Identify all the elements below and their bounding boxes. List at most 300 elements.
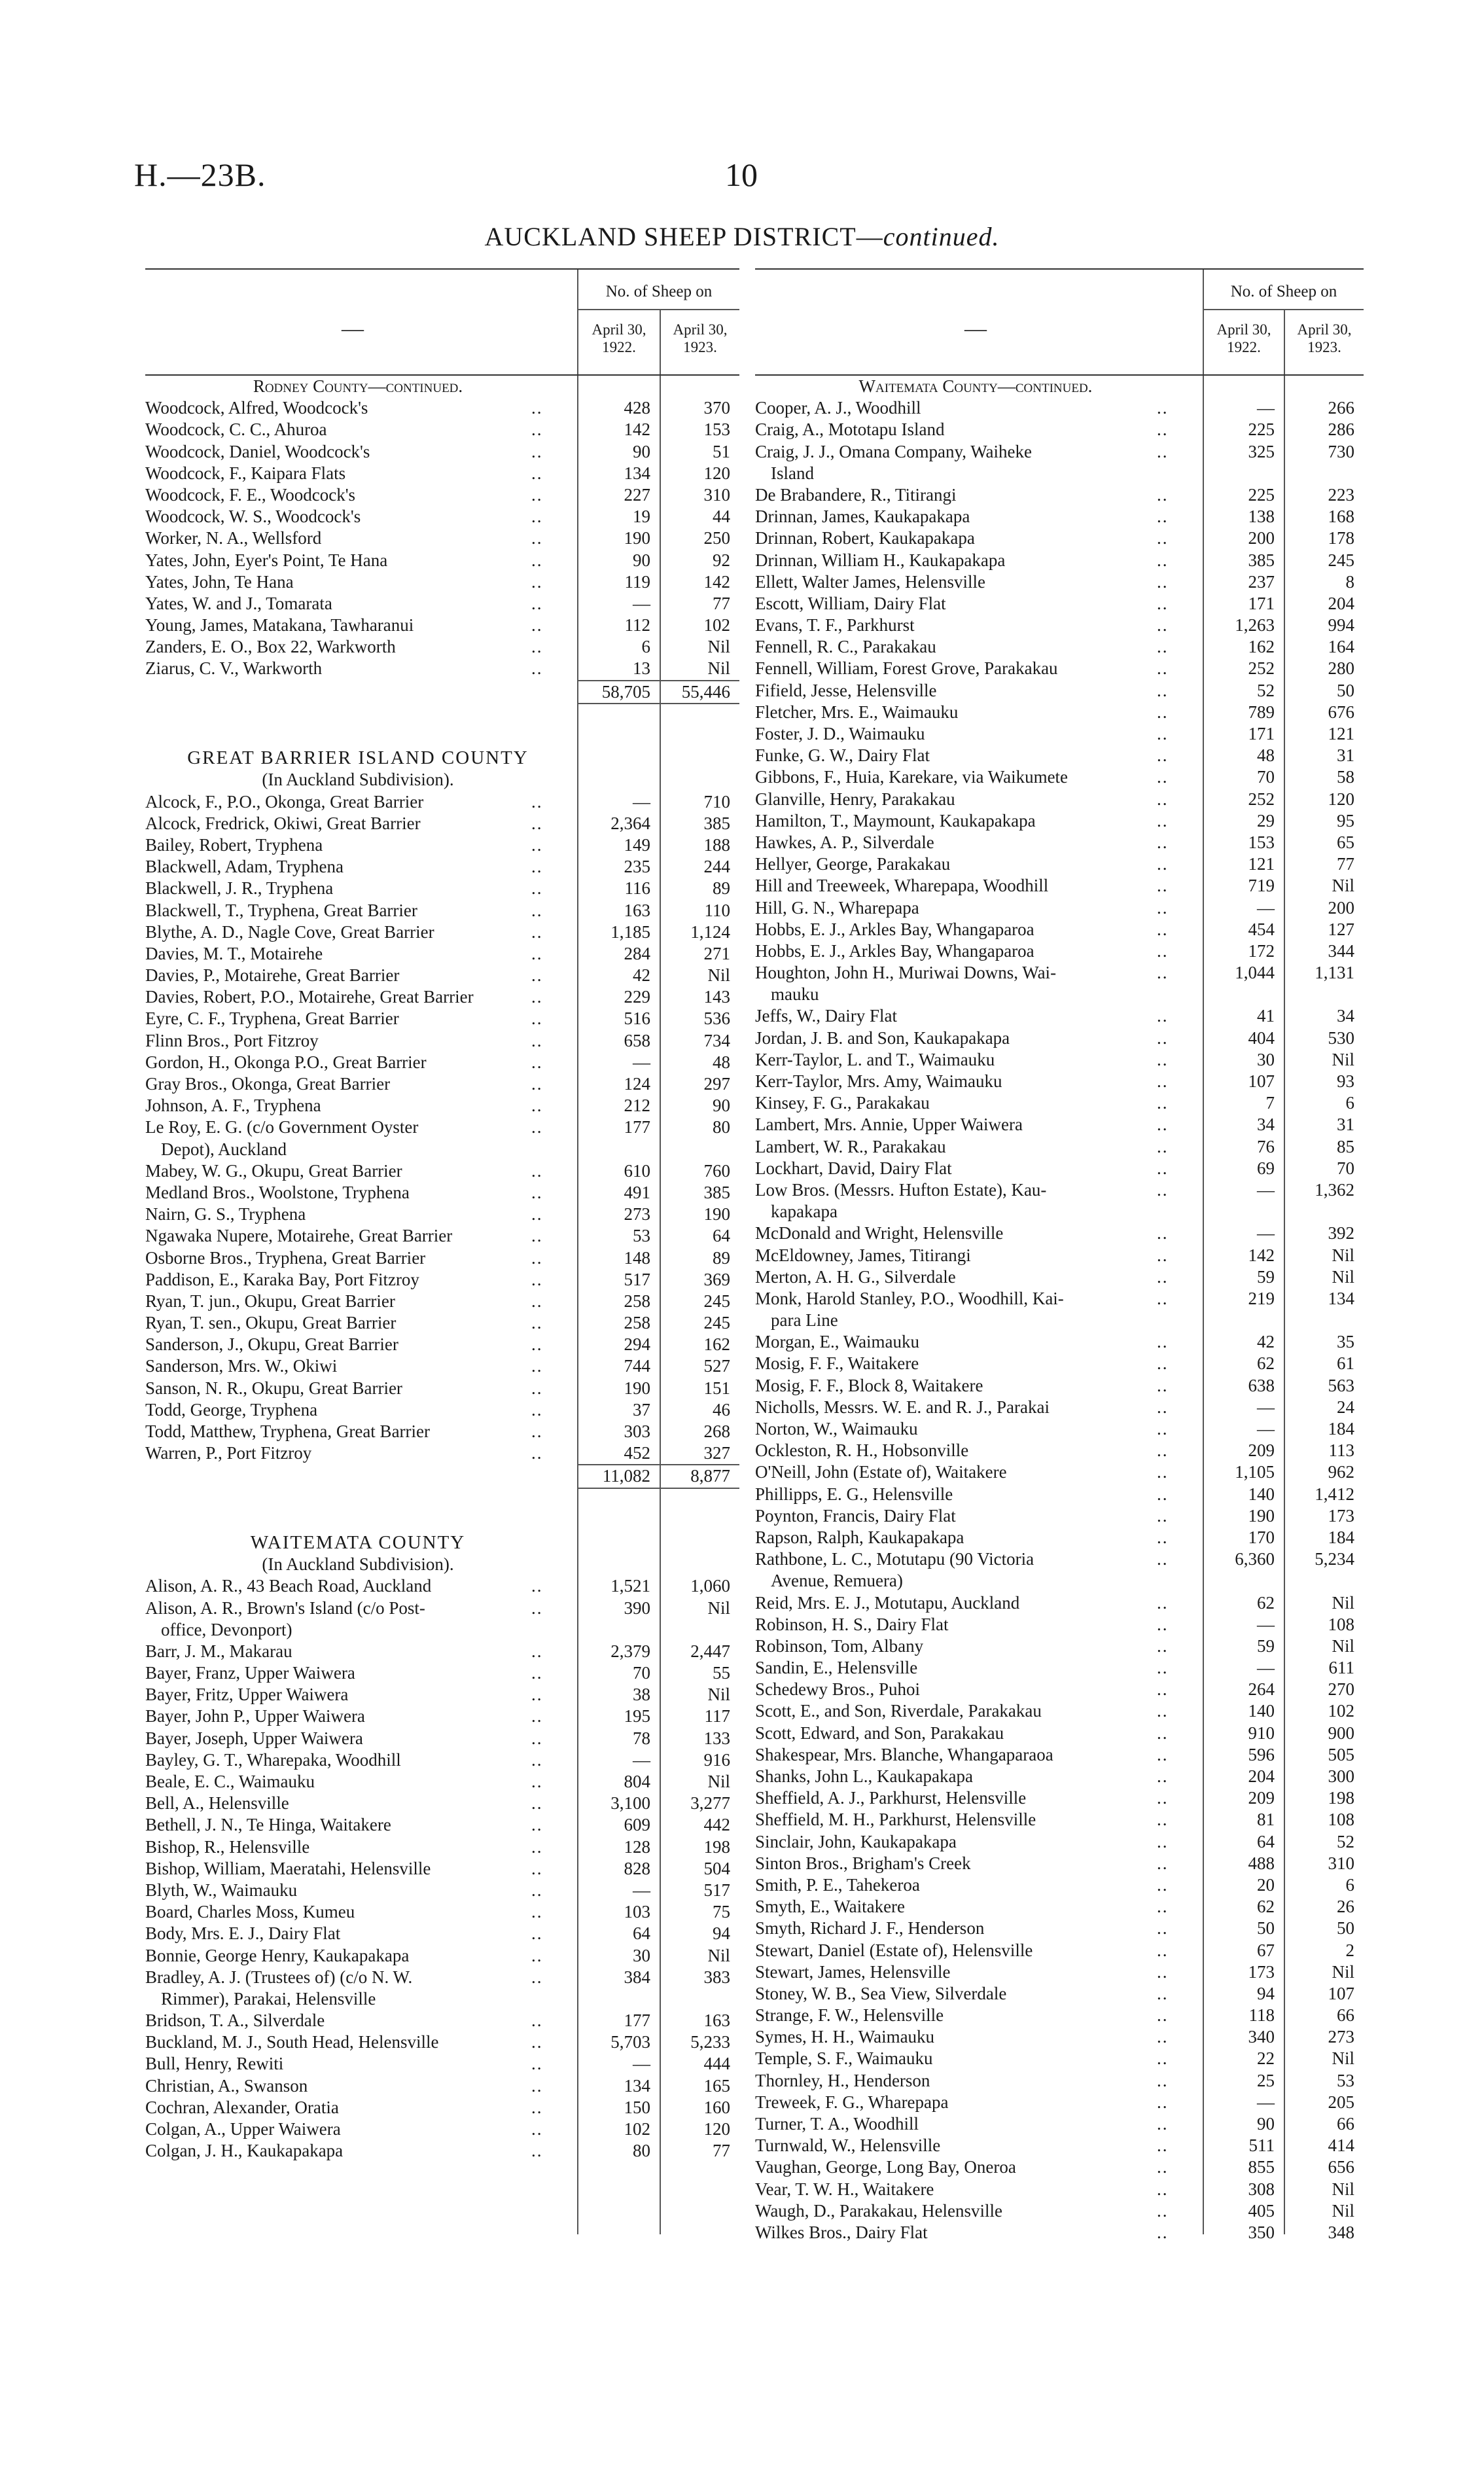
row-name: Scott, Edward, and Son, Parakakau [755,1723,1004,1743]
row-name: Hawkes, A. P., Silverdale [755,832,934,852]
table-row [755,832,1364,853]
value-1922: 390 [624,1598,650,1618]
leader-dots: .. [531,1052,543,1072]
table-row [755,1461,1364,1483]
row-name: (In Auckland Subdivision). [262,770,454,790]
row-name: Alison, A. R., Brown's Island (c/o Post- [145,1598,425,1618]
row-name: Craig, A., Mototapu Island [755,420,945,440]
table-row [145,2053,739,2075]
value-1923: 108 [1328,1614,1354,1634]
row-name: Ryan, T. sen., Okupu, Great Barrier [145,1313,397,1333]
value-1923: 270 [1328,1679,1354,1700]
value-1923: 198 [1328,1788,1354,1808]
value-1923: 280 [1328,658,1354,679]
spacer-row [145,726,739,747]
value-1923: 198 [703,1836,730,1857]
leader-dots: .. [531,1902,543,1922]
value-1922: 94 [1257,1983,1275,2003]
leader-dots: .. [531,528,543,548]
row-name: Drinnan, Robert, Kaukapakapa [755,528,975,548]
value-1922: 19 [633,507,650,527]
row-name: Woodcock, W. S., Woodcock's [145,507,361,527]
value-1923: 2,447 [690,1641,730,1661]
table-row [145,1684,739,1706]
table-row [755,1787,1364,1809]
row-continuation [755,1570,1364,1592]
value-1922: — [633,1749,650,1770]
row-name: Blackwell, Adam, Tryphena [145,857,344,877]
value-1923: 344 [1328,940,1354,961]
table-row [755,1484,1364,1505]
row-name: Buckland, M. J., South Head, Helensville [145,2032,439,2052]
value-1923: 385 [703,1182,730,1202]
value-1922: 200 [1248,528,1275,548]
value-1923: 31 [1337,1115,1354,1135]
leader-dots: .. [531,1772,543,1791]
value-1922: 118 [1248,2005,1275,2026]
leader-dots: .. [531,1749,543,1770]
value-1922: 6 [641,637,650,657]
row-name: Todd, Matthew, Tryphena, Great Barrier [145,1421,431,1441]
leader-dots: .. [1157,1853,1169,1873]
value-1923: 916 [703,1749,730,1770]
value-1922: 190 [624,528,650,548]
leader-dots: .. [1157,745,1169,766]
row-name: McDonald and Wright, Helensville [755,1223,1004,1243]
table-row [145,965,739,986]
leader-dots: .. [1157,2092,1169,2112]
table-row [145,484,739,506]
row-name: Smyth, E., Waitakere [755,1897,906,1917]
value-1922: 225 [1248,420,1275,440]
table-row [755,1353,1364,1374]
row-name: Bailey, Robert, Tryphena [145,834,323,855]
table-row [145,1814,739,1836]
row-continuation [755,1310,1364,1331]
leader-dots: .. [531,2032,543,2052]
value-1922: 148 [624,1247,650,1268]
row-name: Kerr-Taylor, L. and T., Waimauku [755,1049,995,1069]
value-1923: 52 [1337,1831,1354,1851]
value-1923: 184 [1328,1419,1354,1438]
value-1923: 504 [703,1858,730,1878]
row-continuation [755,463,1364,484]
row-name: Yates, W. and J., Tomarata [145,593,332,613]
row-name: Cochran, Alexander, Oratia [145,2097,339,2117]
row-name: Fifield, Jesse, Helensville [755,680,937,700]
row-name: Board, Charles Moss, Kumeu [145,1902,355,1922]
value-1922: 69 [1257,1158,1275,1178]
row-name: GREAT BARRIER ISLAND COUNTY [187,747,529,769]
table-row [145,1030,739,1052]
value-1922: 910 [1248,1723,1275,1743]
table-row [145,1706,739,1727]
table-row [755,680,1364,702]
value-1923: 3,277 [690,1793,730,1814]
value-1923: 200 [1328,897,1354,918]
row-name: Sandin, E., Helensville [755,1658,918,1678]
value-1922: 227 [624,484,650,505]
table-row [755,397,1364,419]
value-1922: — [1257,1658,1275,1678]
row-name: Funke, G. W., Dairy Flat [755,745,930,766]
value-1923: 90 [713,1096,730,1116]
value-1923: 385 [703,813,730,833]
value-1922: 428 [624,398,650,418]
value-1923: 85 [1337,1136,1354,1156]
row-name: kapakapa [771,1202,838,1222]
leader-dots: .. [531,1204,543,1224]
value-1923: Nil [707,1772,730,1791]
value-1922: 37 [633,1399,650,1420]
value-1923: 58 [1337,767,1354,787]
leader-dots: .. [1157,2157,1169,2177]
leader-dots: .. [1157,1701,1169,1721]
value-1923: 168 [1328,507,1354,527]
table-row [755,1809,1364,1831]
row-name: Woodcock, Alfred, Woodcock's [145,398,368,418]
value-1923: 92 [713,550,730,570]
value-1922: — [633,1052,650,1072]
row-name: Woodcock, F. E., Woodcock's [145,484,356,505]
page-title-main: AUCKLAND SHEEP DISTRICT— [484,222,883,251]
table-row [145,527,739,549]
table-row [145,571,739,593]
value-1922: 6,360 [1235,1549,1275,1569]
leader-dots: .. [1157,1983,1169,2003]
row-name: Thornley, H., Henderson [755,2070,930,2090]
row-name: Bull, Henry, Rewiti [145,2054,284,2074]
row-name: Bell, A., Helensville [145,1793,289,1814]
value-1922: 177 [624,1117,650,1137]
leader-dots: .. [531,463,543,483]
row-name: Beale, E. C., Waimauku [145,1772,315,1791]
value-1923: 273 [1328,2027,1354,2047]
leader-dots: .. [1157,767,1169,787]
leader-dots: .. [531,1728,543,1748]
left-column-header [145,268,739,376]
table-row [755,484,1364,506]
row-name: Bayer, Franz, Upper Waiwera [145,1663,355,1683]
row-name: Yates, John, Te Hana [145,571,294,592]
value-1922: 162 [1248,637,1275,657]
value-1922: 596 [1248,1744,1275,1764]
table-row [755,527,1364,549]
row-name: McEldowney, James, Titirangi [755,1245,971,1265]
table-row [755,766,1364,788]
value-1922: 42 [633,965,650,986]
value-1922: — [633,2054,650,2074]
row-name: Woodcock, Daniel, Woodcock's [145,441,370,461]
value-1923: 120 [703,463,730,483]
row-name: Shakespear, Mrs. Blanche, Whangaparaoa [755,1744,1053,1764]
value-1922: — [1257,1397,1275,1417]
table-row [755,419,1364,440]
leader-dots: .. [531,2054,543,2074]
value-1922: 609 [624,1815,650,1835]
value-1922: 1,105 [1235,1462,1275,1482]
value-1923: 505 [1328,1744,1354,1764]
value-1923: 117 [704,1706,730,1726]
value-1923: 65 [1337,832,1354,852]
row-name: Bishop, William, Maeratahi, Helensville [145,1858,431,1878]
value-1922: 81 [1257,1810,1275,1830]
value-1923: 121 [1328,724,1354,743]
value-1922: 340 [1248,2027,1275,2047]
value-1922: 59 [1257,1635,1275,1656]
right-rows [755,376,1364,2243]
row-name: Bayer, Joseph, Upper Waiwera [145,1728,363,1748]
table-row [755,1179,1364,1201]
value-1923: 245 [703,1291,730,1311]
row-name: Hobbs, E. J., Arkles Bay, Whangaparoa [755,940,1034,961]
table-row [145,1182,739,1204]
table-row [755,2026,1364,2048]
section-subheading [145,1554,739,1575]
value-1922: 58,705 [601,681,650,702]
value-1922: 258 [624,1291,650,1311]
leader-dots: .. [1157,507,1169,527]
row-name: Hellyer, George, Parakakau [755,854,951,874]
total-row [577,680,739,704]
value-1923: 35 [1337,1332,1354,1352]
value-1922: 170 [1248,1527,1275,1547]
value-1923: 127 [1328,919,1354,939]
leader-dots: .. [1157,1614,1169,1634]
table-row [755,2156,1364,2178]
row-continuation [145,1988,739,2010]
value-1923: 1,362 [1315,1179,1354,1200]
row-name: Turnwald, W., Helensville [755,2135,941,2156]
value-1923: 563 [1328,1375,1354,1395]
table-row [145,900,739,921]
table-row [755,1331,1364,1353]
row-name: Blyth, W., Waimauku [145,1880,298,1900]
leader-dots: .. [531,1399,543,1420]
row-continuation [755,984,1364,1005]
value-1923: 310 [703,484,730,505]
table-row [755,2222,1364,2243]
table-row [145,1901,739,1923]
table-row [145,1160,739,1182]
value-1923: 77 [1337,854,1354,874]
leader-dots: .. [1157,1419,1169,1438]
leader-dots: .. [1157,2048,1169,2069]
value-1923: 162 [703,1334,730,1355]
row-name: Worker, N. A., Wellsford [145,528,322,548]
value-1922: 80 [633,2141,650,2161]
row-name: Vear, T. W. H., Waitakere [755,2179,934,2199]
row-name: Woodcock, C. C., Ahuroa [145,420,327,440]
value-1922: 90 [633,550,650,570]
table-row [755,2048,1364,2069]
value-1923: Nil [707,658,730,679]
leader-dots: .. [1157,963,1169,983]
value-1922: 140 [1248,1484,1275,1504]
value-1922: 235 [624,857,650,877]
value-1923: 266 [1328,398,1354,418]
value-1922: — [633,791,650,812]
table-row [755,1940,1364,1961]
leader-dots: .. [531,1096,543,1116]
table-row [755,897,1364,919]
row-name: Vaughan, George, Long Bay, Oneroa [755,2157,1016,2177]
leader-dots: .. [1157,2070,1169,2090]
table-row [755,593,1364,615]
spacer-row [145,1489,739,1510]
table-row [145,463,739,484]
table-row [755,1766,1364,1787]
value-1923: 142 [703,571,730,592]
value-1922: 50 [1257,1918,1275,1939]
table-row [145,1095,739,1117]
page-number: 10 [725,156,758,193]
value-1923: 244 [703,857,730,877]
value-1922: 142 [1248,1245,1275,1265]
table-row [755,1288,1364,1310]
value-1922: 491 [624,1182,650,1202]
table-row [145,658,739,679]
value-1922: 284 [624,943,650,963]
row-name: Merton, A. H. G., Silverdale [755,1266,956,1287]
value-1923: Nil [1332,1635,1354,1656]
row-name: Gordon, H., Okonga P.O., Great Barrier [145,1052,427,1072]
value-1922: 404 [1248,1028,1275,1048]
value-1922: 11,082 [602,1466,650,1486]
leader-dots: .. [1157,2005,1169,2026]
value-1923: 44 [713,507,730,527]
table-row [755,1505,1364,1527]
value-1922: 34 [1257,1115,1275,1135]
table-row [145,441,739,463]
table-row [755,2005,1364,2026]
row-name: Phillipps, E. G., Helensville [755,1484,953,1504]
leader-dots: .. [1157,1918,1169,1939]
table-row [755,875,1364,897]
value-1922: 59 [1257,1266,1275,1287]
value-1922: 70 [633,1663,650,1683]
table-row [145,1793,739,1814]
value-1922: 2,379 [610,1641,650,1661]
table-row [755,550,1364,571]
row-name: Schedewy Bros., Puhoi [755,1679,920,1700]
leader-dots: .. [1157,876,1169,896]
value-1922: 252 [1248,658,1275,679]
value-1923: 369 [703,1269,730,1289]
value-1923: 676 [1328,702,1354,722]
leader-dots: .. [1157,571,1169,592]
leader-dots: .. [531,1576,543,1596]
value-1923: 55,446 [681,681,730,702]
leader-dots: .. [1157,1288,1169,1308]
leader-dots: .. [1157,1592,1169,1613]
table-row [755,853,1364,875]
leader-dots: .. [531,1706,543,1726]
row-name: Bethell, J. N., Te Hinga, Waitakere [145,1815,391,1835]
table-row [755,1657,1364,1679]
value-1923: 143 [703,987,730,1007]
value-1923: 133 [703,1728,730,1748]
row-name: Todd, George, Tryphena [145,1399,318,1420]
row-name: Medland Bros., Woolstone, Tryphena [145,1182,410,1202]
row-name: Sinton Bros., Brigham's Creek [755,1853,971,1873]
value-1923: 163 [703,2010,730,2031]
value-1923: 327 [703,1443,730,1463]
right-column-header [755,268,1364,376]
leader-dots: .. [531,550,543,570]
value-1922: 517 [624,1269,650,1289]
value-1923: 94 [713,1923,730,1944]
value-1922: 41 [1257,1006,1275,1026]
value-1923: 6 [1345,1093,1354,1113]
leader-dots: .. [1157,441,1169,461]
leader-dots: .. [1157,940,1169,961]
leader-dots: .. [531,420,543,440]
row-name: Gibbons, F., Huia, Karekare, via Waikumete [755,767,1069,787]
row-name: Shanks, John L., Kaukapakapa [755,1766,973,1786]
leader-dots: .. [1157,1810,1169,1830]
value-1922: 124 [624,1074,650,1094]
table-row [145,1749,739,1771]
leader-dots: .. [531,1923,543,1944]
name-column-dash: — [964,317,987,341]
leader-dots: .. [531,878,543,899]
value-1923: 268 [703,1421,730,1441]
table-row [755,1961,1364,1983]
leader-dots: .. [531,943,543,963]
report-reference: H.—23B. [134,156,266,193]
value-1923: 164 [1328,637,1354,657]
value-1923: 51 [713,441,730,461]
section-heading [145,376,739,397]
table-row [145,2031,739,2053]
leader-dots: .. [1157,680,1169,700]
row-name: Avenue, Remuera) [771,1571,903,1591]
table-row [755,702,1364,723]
value-1922: 107 [1248,1071,1275,1091]
table-row [145,943,739,965]
leader-dots: .. [1157,528,1169,548]
table-row [755,1092,1364,1114]
leader-dots: .. [531,1663,543,1683]
table-row [755,1136,1364,1158]
row-name: Turner, T. A., Woodhill [755,2114,919,2134]
row-name: Le Roy, E. G. (c/o Government Oyster [145,1117,419,1137]
row-name: Reid, Mrs. E. J., Motutapu, Auckland [755,1592,1020,1613]
row-name: Kerr-Taylor, Mrs. Amy, Waimauku [755,1071,1002,1091]
value-1923: 46 [713,1399,730,1420]
row-name: Yates, John, Eyer's Point, Te Hana [145,550,388,570]
value-1923: 24 [1337,1397,1354,1417]
table-row [755,1853,1364,1874]
table-row [755,2113,1364,2135]
leader-dots: .. [531,1291,543,1311]
table-row [755,1266,1364,1288]
table-row [755,1245,1364,1266]
table-row [145,1052,739,1073]
value-1923: 160 [703,2097,730,2117]
value-1923: 107 [1328,1983,1354,2003]
leader-dots: .. [1157,1397,1169,1417]
value-1923: 102 [703,615,730,635]
row-name: Robinson, H. S., Dairy Flat [755,1614,949,1634]
table-row [145,834,739,856]
leader-dots: .. [1157,789,1169,809]
row-name: Sinclair, John, Kaukapakapa [755,1831,957,1851]
leader-dots: .. [1157,1658,1169,1678]
value-1923: 310 [1328,1853,1354,1873]
value-1922: 1,263 [1235,615,1275,635]
